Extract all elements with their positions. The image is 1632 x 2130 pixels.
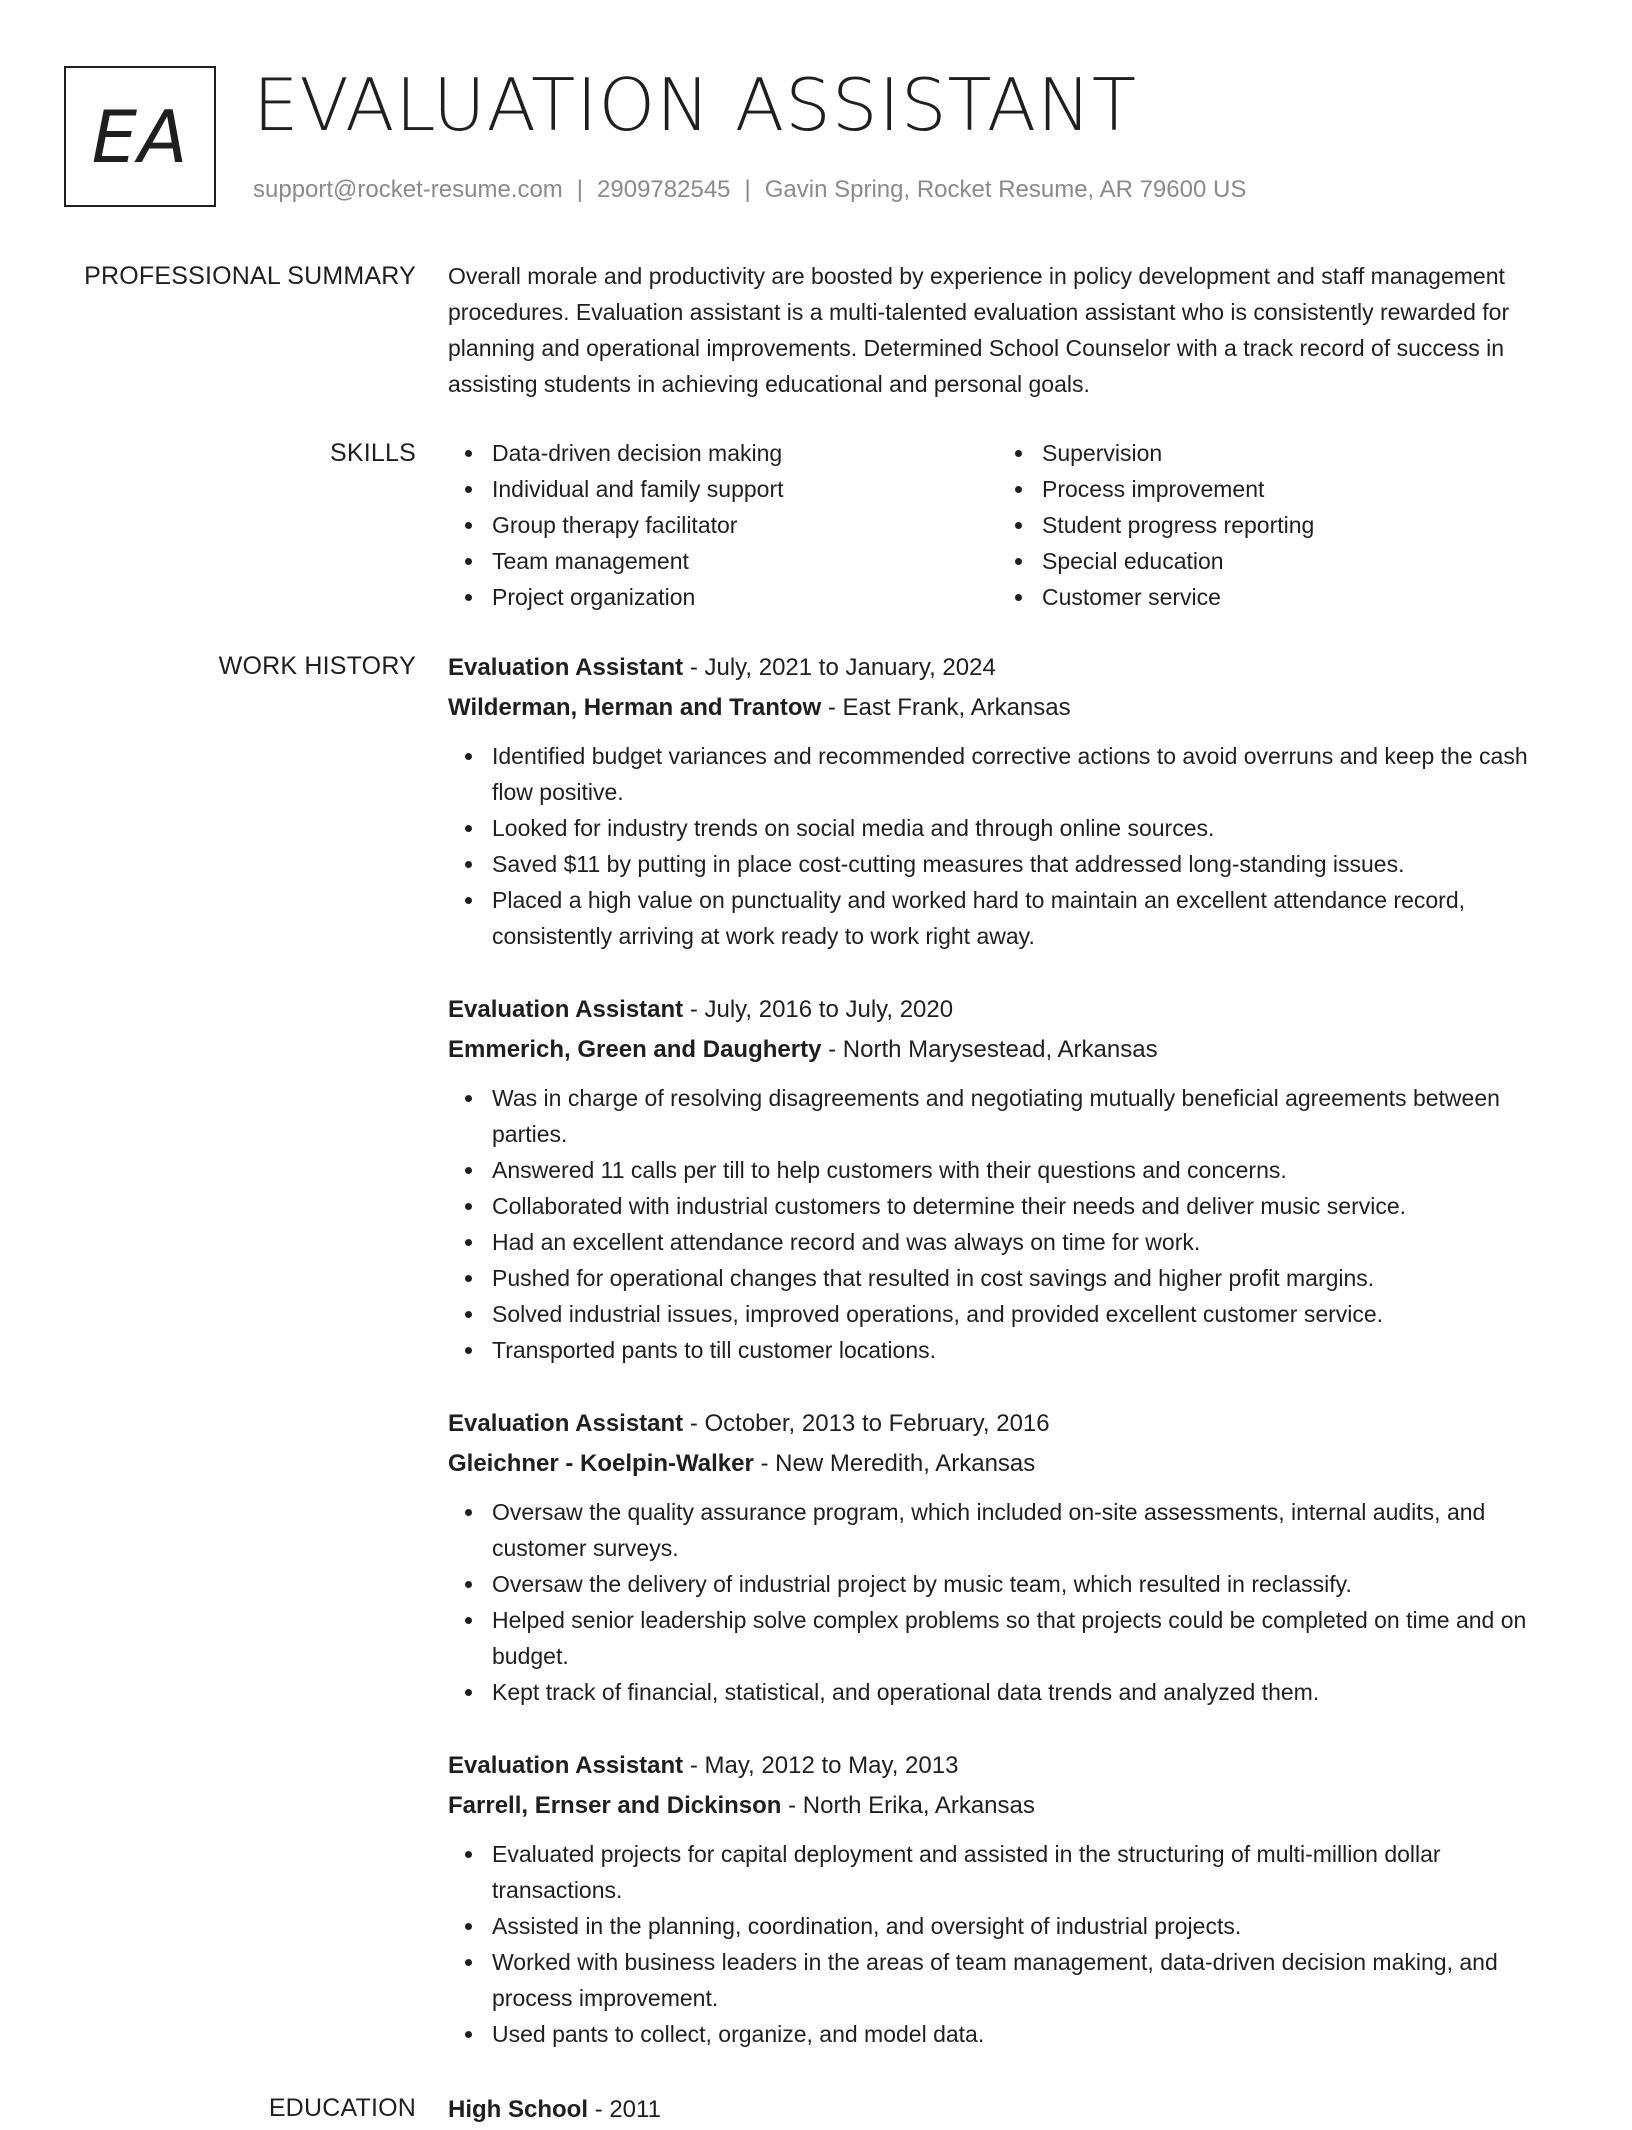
- skill-item: Special education: [998, 543, 1568, 579]
- contact-separator: |: [744, 176, 751, 203]
- job-bullet: Answered 11 calls per till to help customers with their questions and concerns.: [448, 1152, 1568, 1188]
- job-role: Evaluation Assistant: [448, 996, 684, 1023]
- job-entry: [448, 648, 1568, 954]
- job-company: Farrell, Ernser and Dickinson: [448, 1792, 782, 1819]
- job-bullet: Pushed for operational changes that resulted in cost savings and higher profit margins.: [448, 1260, 1568, 1296]
- job-location: - North Erika, Arkansas: [781, 1792, 1035, 1819]
- contact-line: [253, 174, 1246, 206]
- contact-email: support@rocket-resume.com: [253, 176, 563, 203]
- skill-item: Supervision: [998, 435, 1568, 471]
- job-dates: - May, 2012 to May, 2013: [683, 1752, 959, 1779]
- job-bullet: Was in charge of resolving disagreements and negotiating mutually beneficial agreements between parties.: [448, 1080, 1568, 1152]
- skills-list-right: [998, 435, 1568, 615]
- summary-text: Overall morale and productivity are boosted by experience in policy development and staff management procedures. Evaluation assistant is a multi-talented evaluation assistant who is consistently rewarded for planning and operational improvements. Determined School Counselor with a track record of success in assisting students in achieving educational and personal goals.: [448, 263, 1510, 397]
- skill-item: Data-driven decision making: [448, 435, 998, 471]
- job-bullet: Had an excellent attendance record and was always on time for work.: [448, 1224, 1568, 1260]
- job-bullet: Transported pants to till customer locations.: [448, 1332, 1568, 1368]
- skills-section: [64, 435, 1568, 625]
- skill-item: Group therapy facilitator: [448, 507, 998, 543]
- job-bullet: Saved $11 by putting in place cost-cutting measures that addressed long-standing issues.: [448, 846, 1568, 882]
- job-role: Evaluation Assistant: [448, 1410, 684, 1437]
- job-dates: - October, 2013 to February, 2016: [683, 1410, 1050, 1437]
- skill-item: Project organization: [448, 579, 998, 615]
- contact-address: Gavin Spring, Rocket Resume, AR 79600 US: [764, 176, 1247, 203]
- job-company-line: [448, 1030, 1568, 1070]
- job-bullets: [448, 1080, 1568, 1368]
- skill-item: Individual and family support: [448, 471, 998, 507]
- job-bullet: Oversaw the quality assurance program, which included on-site assessments, internal audits, and customer surveys.: [448, 1494, 1568, 1566]
- job-bullet: Identified budget variances and recommended corrective actions to avoid overruns and keep the cash flow positive.: [448, 738, 1568, 810]
- job-bullet: Oversaw the delivery of industrial project by music team, which resulted in reclassify.: [448, 1566, 1568, 1602]
- job-bullet: Used pants to collect, organize, and model data.: [448, 2016, 1568, 2052]
- contact-phone: 2909782545: [597, 176, 731, 203]
- work-history-heading: WORK HISTORY: [218, 652, 416, 680]
- education-body: [448, 2090, 1568, 2130]
- job-role: Evaluation Assistant: [448, 1752, 684, 1779]
- job-bullet: Solved industrial issues, improved operations, and provided excellent customer service.: [448, 1296, 1568, 1332]
- job-bullet: Looked for industry trends on social media and through online sources.: [448, 810, 1568, 846]
- job-entry: [448, 1746, 1568, 2052]
- education-heading: EDUCATION: [268, 2094, 416, 2122]
- job-bullet: Worked with business leaders in the areas of team management, data-driven decision making, and process improvement.: [448, 1944, 1568, 2016]
- job-company-line: [448, 1444, 1568, 1484]
- skills-body: [448, 435, 1568, 615]
- job-bullet: Placed a high value on punctuality and worked hard to maintain an excellent attendance record, consistently arriving at work ready to work right away.: [448, 882, 1568, 954]
- job-location: - East Frank, Arkansas: [821, 694, 1071, 721]
- job-bullets: [448, 1836, 1568, 2052]
- job-entry: [448, 990, 1568, 1368]
- job-dates: - July, 2016 to July, 2020: [683, 996, 954, 1023]
- job-location: - New Meredith, Arkansas: [753, 1450, 1036, 1477]
- job-entry: [448, 1404, 1568, 1710]
- summary-section: [64, 258, 1568, 408]
- skill-item: Student progress reporting: [998, 507, 1568, 543]
- contact-separator: |: [576, 176, 584, 203]
- resume-header: [64, 63, 1584, 216]
- skill-item: Process improvement: [998, 471, 1568, 507]
- job-company: Wilderman, Herman and Trantow: [448, 694, 822, 721]
- job-company: Gleichner - Koelpin-Walker: [448, 1450, 754, 1477]
- job-dates: - July, 2021 to January, 2024: [683, 654, 996, 681]
- job-title-line: [448, 990, 1568, 1030]
- work-history-body: [448, 648, 1568, 2088]
- job-role: Evaluation Assistant: [448, 654, 684, 681]
- summary-heading: PROFESSIONAL SUMMARY: [84, 262, 416, 290]
- job-bullets: [448, 1494, 1568, 1710]
- job-company-line: [448, 688, 1568, 728]
- education-year: - 2011: [588, 2096, 661, 2123]
- candidate-name: EVALUATION ASSISTANT: [253, 63, 1137, 147]
- job-bullet: Helped senior leadership solve complex problems so that projects could be completed on time and on budget.: [448, 1602, 1568, 1674]
- job-bullet: Collaborated with industrial customers to determine their needs and deliver music service.: [448, 1188, 1568, 1224]
- work-history-section: [64, 648, 1568, 2068]
- education-line: [448, 2090, 1568, 2130]
- summary-body: [448, 258, 1568, 402]
- skill-item: Customer service: [998, 579, 1568, 615]
- skills-heading: SKILLS: [330, 439, 416, 467]
- job-bullet: Kept track of financial, statistical, and operational data trends and analyzed them.: [448, 1674, 1568, 1710]
- job-company: Emmerich, Green and Daugherty: [448, 1036, 822, 1063]
- job-title-line: [448, 1404, 1568, 1444]
- job-bullet: Evaluated projects for capital deployment and assisted in the structuring of multi-million dollar transactions.: [448, 1836, 1568, 1908]
- job-bullets: [448, 738, 1568, 954]
- job-title-line: [448, 648, 1568, 688]
- skills-list-left: [448, 435, 998, 615]
- skill-item: Team management: [448, 543, 998, 579]
- education-section: [64, 2090, 1568, 2123]
- job-title-line: [448, 1746, 1568, 1786]
- job-bullet: Assisted in the planning, coordination, and oversight of industrial projects.: [448, 1908, 1568, 1944]
- job-company-line: [448, 1786, 1568, 1826]
- education-degree: High School: [448, 2096, 588, 2123]
- job-location: - North Marysestead, Arkansas: [821, 1036, 1158, 1063]
- monogram-badge: EA: [64, 66, 216, 207]
